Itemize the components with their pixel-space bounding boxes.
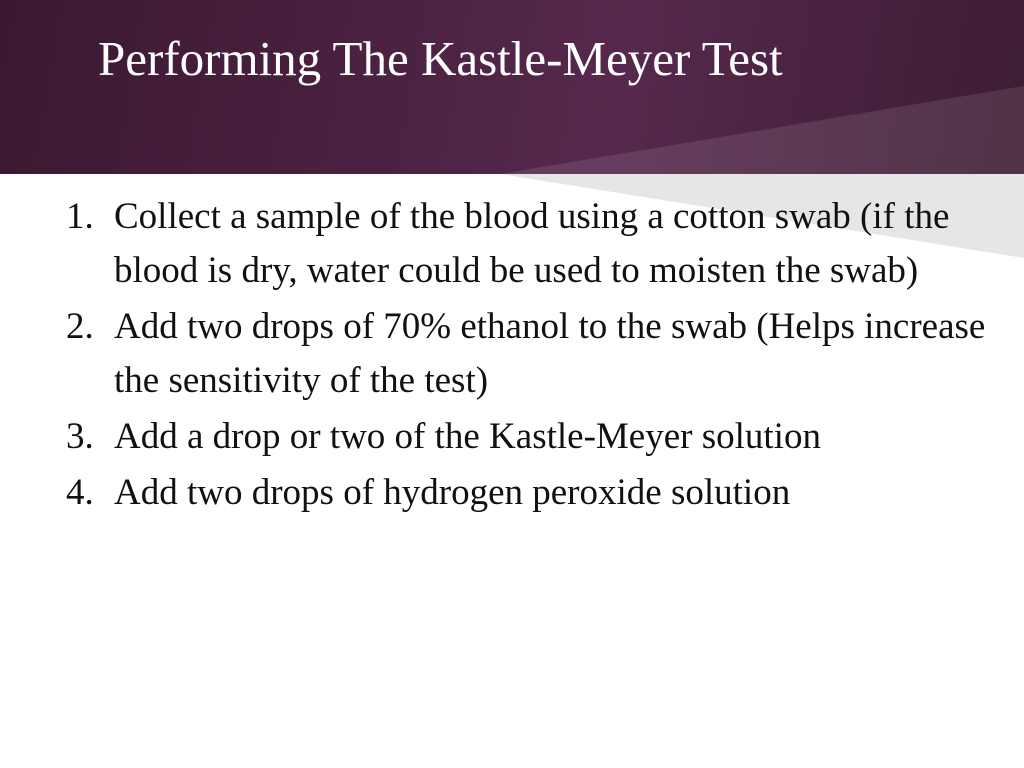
steps-list xyxy=(66,190,986,522)
step-number: 3. xyxy=(66,416,94,457)
slide-title: Performing The Kastle-Meyer Test xyxy=(98,31,783,86)
list-item xyxy=(66,190,986,298)
list-item xyxy=(66,300,986,408)
step-text: Add a drop or two of the Kastle-Meyer solution xyxy=(114,416,821,457)
step-number: 2. xyxy=(66,306,94,347)
step-number: 1. xyxy=(66,196,94,237)
step-number: 4. xyxy=(66,472,94,513)
step-text: Add two drops of 70% ethanol to the swab (Helps increase the sensitivity of the test) xyxy=(114,306,986,401)
list-item xyxy=(66,410,986,464)
list-item xyxy=(66,466,986,520)
step-text: Add two drops of hydrogen peroxide solution xyxy=(114,472,791,513)
step-text: Collect a sample of the blood using a cotton swab (if the blood is dry, water could be used to moisten the swab) xyxy=(114,196,950,291)
